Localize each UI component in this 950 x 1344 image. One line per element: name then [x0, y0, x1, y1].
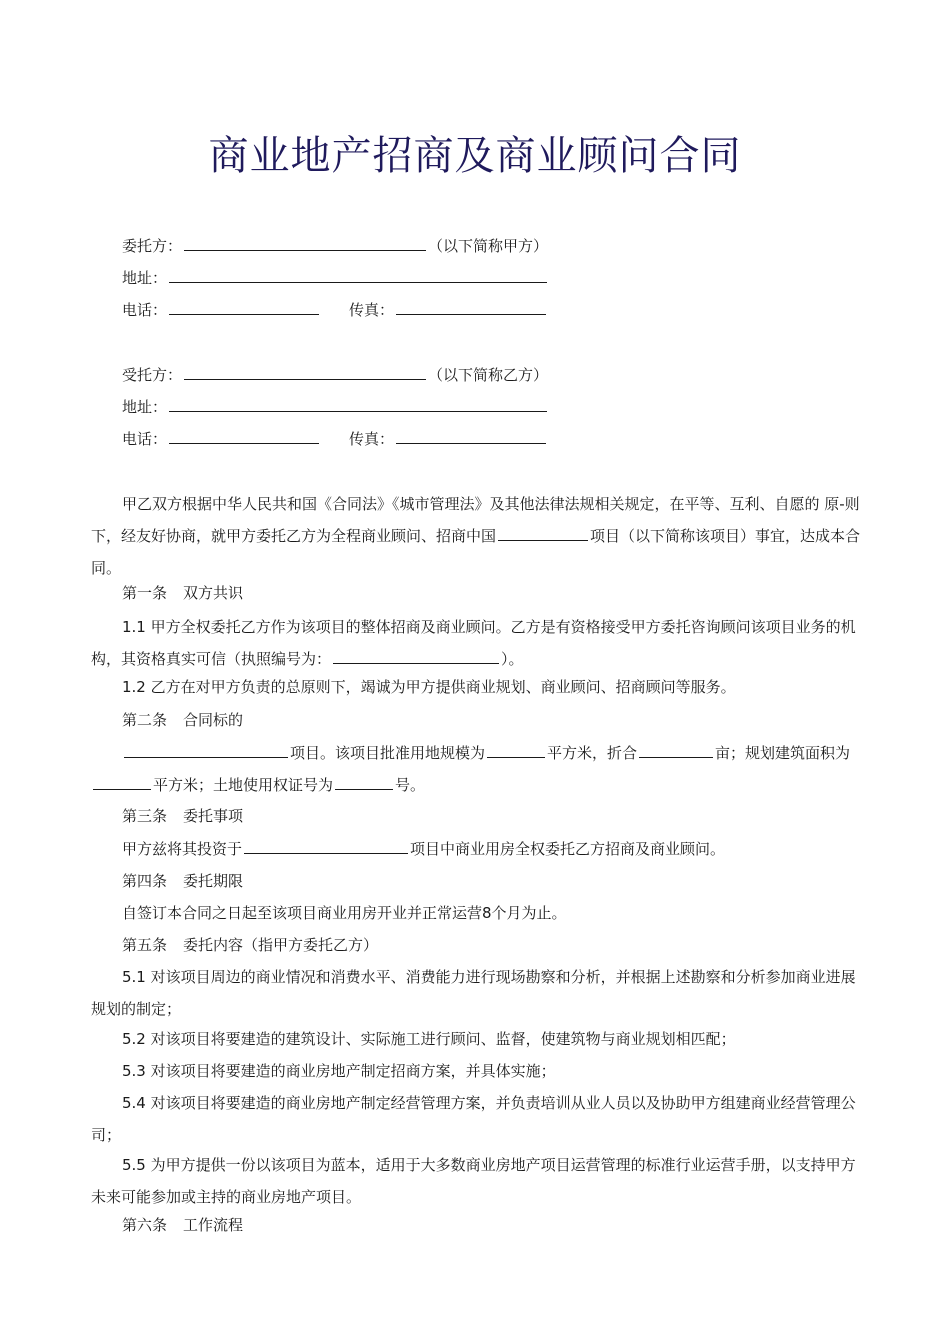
party-a-line — [122, 236, 548, 256]
article-2-number: 第二条 — [122, 711, 168, 729]
article-1-title: 双方共识 — [183, 584, 244, 602]
mu-blank[interactable] — [639, 743, 713, 758]
article-5-clause-3: 5.3 对该项目将要建造的商业房地产制定招商方案，并具体实施； — [122, 1062, 556, 1080]
party-a-address-line — [122, 268, 549, 288]
art2-text-5: 号。 — [395, 776, 426, 794]
party-a-phone-blank[interactable] — [169, 300, 319, 315]
article-1-clause-2: 1.2 乙方在对甲方负责的总原则下，竭诚为甲方提供商业规划、商业顾问、招商顾问等服务。 — [122, 678, 736, 696]
party-b-name-blank[interactable] — [184, 365, 426, 380]
party-b-contact-line — [122, 429, 548, 449]
party-b-fax-blank[interactable] — [396, 429, 546, 444]
art3-text-1: 甲方兹将其投资于 — [122, 840, 243, 858]
article-1-heading — [122, 583, 243, 603]
party-b-address-label: 地址： — [122, 398, 168, 416]
party-a-name-blank[interactable] — [184, 236, 426, 251]
party-b-phone-blank[interactable] — [169, 429, 319, 444]
article-3-number: 第三条 — [122, 807, 168, 825]
project-name-blank[interactable] — [498, 526, 588, 541]
party-a-label: 委托方： — [122, 237, 183, 255]
intro-paragraph — [91, 488, 861, 584]
party-b-suffix: （以下简称乙方） — [428, 366, 549, 384]
party-a-phone-label: 电话： — [122, 301, 168, 319]
article-3-body — [91, 833, 861, 865]
article-6-heading — [122, 1215, 243, 1235]
art2-text-1: 项目。该项目批准用地规模为 — [290, 744, 486, 762]
article-3-title: 委托事项 — [183, 807, 244, 825]
article-5-clause-1: 5.1 对该项目周边的商业情况和消费水平、消费能力进行现场勘察和分析，并根据上述勘察和分析参加商业进展规划的制定； — [91, 968, 856, 1018]
party-b-fax-label: 传真： — [349, 430, 395, 448]
party-b-label: 受托方： — [122, 366, 183, 384]
article-1-number: 第一条 — [122, 584, 168, 602]
clause-1-1-end: ）。 — [501, 650, 524, 668]
article-5-clause-5: 5.5 为甲方提供一份以该项目为蓝本，适用于大多数商业房地产项目运营管理的标准行业运营手册，以支持甲方未来可能参加或主持的商业房地产项目。 — [91, 1156, 856, 1206]
article-4-title: 委托期限 — [183, 872, 244, 890]
party-b-address-blank[interactable] — [169, 397, 547, 412]
article-3-heading — [122, 806, 243, 826]
party-a-fax-blank[interactable] — [396, 300, 546, 315]
art2-text-3: 亩；规划建筑面积为 — [715, 744, 851, 762]
party-b-phone-label: 电话： — [122, 430, 168, 448]
building-area-blank[interactable] — [93, 775, 151, 790]
article-2-heading — [122, 710, 243, 730]
intro-text-2: 项目（以下简称该项目）事宜，达成本合同。 — [91, 527, 861, 577]
land-cert-blank[interactable] — [335, 775, 393, 790]
party-b-line — [122, 365, 548, 385]
article-6-title: 工作流程 — [183, 1216, 244, 1234]
article-5-heading — [122, 935, 378, 955]
party-a-contact-line — [122, 300, 548, 320]
project-blank[interactable] — [124, 743, 288, 758]
clause-1-1-text: 1.1 甲方全权委托乙方作为该项目的整体招商及商业顾问。乙方是有资格接受甲方委托咨询顾问该项目业务的机构，其资格真实可信（执照编号为： — [91, 618, 856, 668]
article-5-clause-4: 5.4 对该项目将要建造的商业房地产制定经营管理方案，并负责培训从业人员以及协助甲方组建商业经营管理公司； — [91, 1094, 856, 1144]
article-4-heading — [122, 871, 243, 891]
document-title: 商业地产招商及商业顾问合同 — [208, 133, 742, 179]
license-number-blank[interactable] — [333, 649, 499, 664]
intro-text-1: 甲乙双方根据中华人民共和国《合同法》《城市管理法》及其他法律法规相关规定，在平等、互利、自愿的 原-则下，经友好协商，就甲方委托乙方为全程商业顾问、招商中国 — [91, 495, 860, 545]
article-4-number: 第四条 — [122, 872, 168, 890]
article-2-body — [91, 737, 861, 801]
article-1-clause-1 — [91, 611, 861, 675]
party-b-address-line — [122, 397, 549, 417]
party-a-address-label: 地址： — [122, 269, 168, 287]
article-4-body: 自签订本合同之日起至该项目商业用房开业并正常运营8个月为止。 — [122, 904, 567, 922]
party-a-suffix: （以下简称甲方） — [428, 237, 549, 255]
land-area-blank[interactable] — [487, 743, 545, 758]
article-2-title: 合同标的 — [183, 711, 244, 729]
invest-project-blank[interactable] — [244, 839, 408, 854]
article-5-clause-2: 5.2 对该项目将要建造的建筑设计、实际施工进行顾问、监督，使建筑物与商业规划相匹配； — [122, 1030, 736, 1048]
party-a-fax-label: 传真： — [349, 301, 395, 319]
art3-text-2: 项目中商业用房全权委托乙方招商及商业顾问。 — [410, 840, 726, 858]
article-5-title: 委托内容（指甲方委托乙方） — [183, 936, 379, 954]
art2-text-2: 平方米，折合 — [547, 744, 638, 762]
art2-text-4: 平方米；土地使用权证号为 — [153, 776, 334, 794]
party-a-address-blank[interactable] — [169, 268, 547, 283]
article-5-number: 第五条 — [122, 936, 168, 954]
article-6-number: 第六条 — [122, 1216, 168, 1234]
